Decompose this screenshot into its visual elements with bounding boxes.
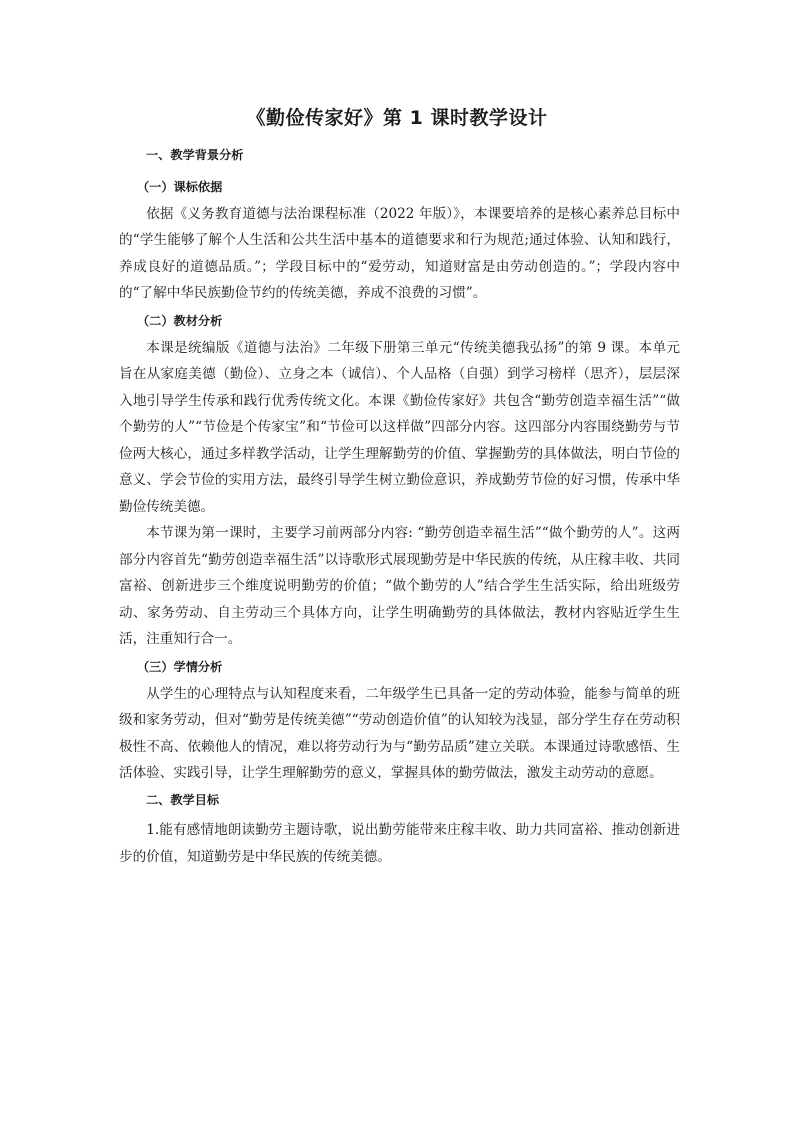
paragraph-curriculum-basis: 依据《义务教育道德与法治课程标准（2022 年版）》，本课要培养的是核心素养总目标中的“学生能够了解个人生活和公共生活中基本的道德要求和行为规范;通过体验、认知和践行，养成良好的道德品质。”；学段目标中的“爱劳动，知道财富是由劳动创造的。”；学段内容中的“了解中华民族勤俭节约的传统美德，养成不浪费的习惯”。 xyxy=(119,205,680,301)
document-body xyxy=(119,142,680,870)
subsection-heading-curriculum: （一）课标依据 xyxy=(137,179,223,194)
paragraph-textbook-analysis-1: 本课是统编版《道德与法治》二年级下册第三单元“传统美德我弘扬”的第 9 课。本单元旨在从家庭美德（勤俭）、立身之本（诚信）、个人品格（自强）到学习榜样（思齐），层层深入地引导学生传承和践行优秀传统文化。本课《勤俭传家好》共包含“勤劳创造幸福生活”“做个勤劳的人”“节俭是个传家宝”和“节俭可以这样做”四部分内容。这四部分内容围绕勤劳与节俭两大核心，通过多样教学活动，让学生理解勤劳的价值、掌握勤劳的具体做法，明白节俭的意义、学会节俭的实用方法，最终引导学生树立勤俭意识，养成勤劳节俭的好习惯，传承中华勤俭传统美德。 xyxy=(119,339,680,515)
paragraph-textbook-analysis-2: 本节课为第一课时，主要学习前两部分内容: “勤劳创造幸福生活”“做个勤劳的人”。这两部分内容首先“勤劳创造幸福生活”以诗歌形式展现勤劳是中华民族的传统，从庄稼丰收、共同富裕、创新进步三个维度说明勤劳的价值；“做个勤劳的人”结合学生生活实际，给出班级劳动、家务劳动、自主劳动三个具体方向，让学生明确勤劳的具体做法，教材内容贴近学生生活，注重知行合一。 xyxy=(119,525,680,647)
paragraph-objective-1: 1.能有感情地朗读勤劳主题诗歌，说出勤劳能带来庄稼丰收、助力共同富裕、推动创新进步的价值，知道勤劳是中华民族的传统美德。 xyxy=(119,822,680,865)
subsection-heading-students: （三）学情分析 xyxy=(137,659,223,674)
document-title: 《勤俭传家好》第 1 课时教学设计 xyxy=(246,107,548,129)
subsection-heading-textbook: （二）教材分析 xyxy=(137,313,223,328)
paragraph-student-analysis: 从学生的心理特点与认知程度来看，二年级学生已具备一定的劳动体验，能参与简单的班级和家务劳动，但对“勤劳是传统美德”“劳动创造价值”的认知较为浅显，部分学生存在劳动积极性不高、依赖他人的情况，难以将劳动行为与“勤劳品质”建立关联。本课通过诗歌感悟、生活体验、实践引导，让学生理解勤劳的意义，掌握具体的勤劳做法，激发主动劳动的意愿。 xyxy=(119,685,680,781)
section-heading-objectives: 二、教学目标 xyxy=(146,792,220,807)
section-heading-background: 一、教学背景分析 xyxy=(146,148,244,162)
